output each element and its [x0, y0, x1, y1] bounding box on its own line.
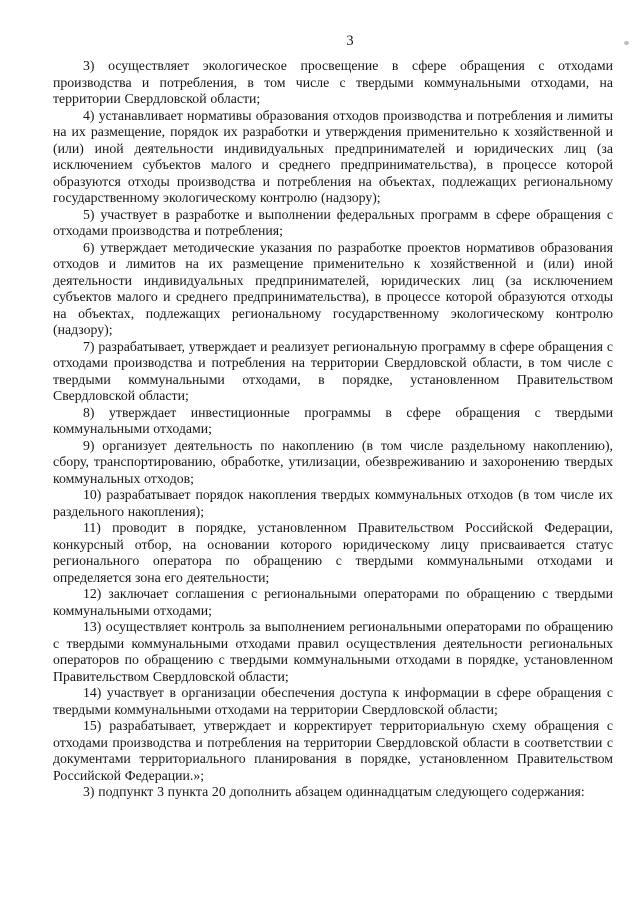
clause-7-regional-program: 7) разрабатывает, утверждает и реализует региональную программу в сфере обращения с отходами производства и потребления на территории Свердловской области, в том числе с твердыми коммунальными отходами, в порядке, установленном Правительством Свердловской области; — [53, 338, 613, 403]
clause-14-info-access: 14) участвует в организации обеспечения доступа к информации в сфере обращения с твердыми коммунальными отходами на территории Свердловской области; — [53, 685, 613, 717]
clause-9-waste-handling: 9) организует деятельность по накоплению (в том числе раздельному накоплению), сбору, транспортированию, обработке, утилизации, обезвреживанию и захоронению твердых коммунальных отходов; — [53, 437, 613, 486]
page-number: 3 — [346, 33, 354, 49]
clause-13-operator-control: 13) осуществляет контроль за выполнением региональными операторами по обращению с твердыми коммунальными отходами правил осуществления деятельности региональных операторов по обращению с твердыми коммунальными отходами в порядке, установленном Правительством Свердловской области; — [53, 619, 613, 684]
clause-amendment-intro: 3) подпункт 3 пункта 20 дополнить абзацем одиннадцатым следующего содержания: — [83, 784, 585, 799]
clause-4-waste-norms: 4) устанавливает нормативы образования отходов производства и потребления и лимиты на их размещение, порядок их разработки и утверждения применительно к хозяйственной и (или) иной деятельности индивидуальных предпринимателей и юридических лиц (за исключением субъектов малого и среднего предпринимательства), в процессе которой образуются отходы производства и потребления на объектах, подлежащих региональному государственному экологическому контролю (надзору); — [53, 107, 613, 205]
clause-11-operator-selection: 11) проводит в порядке, установленном Правительством Российской Федерации, конкурсный отбор, на основании которого юридическому лицу присваивается статус регионального оператора по обращению с твердыми коммунальными отходами и определяется зона его деятельности; — [53, 520, 613, 585]
scan-artifact-dot — [624, 41, 629, 45]
clause-5-federal-programs: 5) участвует в разработке и выполнении федеральных программ в сфере обращения с отходами производства и потребления; — [53, 206, 613, 238]
clause-6-method-guidelines: 6) утверждает методические указания по разработке проектов нормативов образования отходов и лимитов на их размещение применительно к хозяйственной и (или) иной деятельности индивидуальных предпринимателей, юридических лиц (за исключением субъектов малого и среднего предпринимательства), в процессе которой образуются отходы на объектах, подлежащих региональному государственному экологическому контролю (надзору); — [53, 239, 613, 337]
clause-12-operator-agreements: 12) заключает соглашения с региональными операторами по обращению с твердыми коммунальными отходами; — [53, 586, 613, 618]
clause-15-territorial-scheme: 15) разрабатывает, утверждает и корректирует территориальную схему обращения с отходами производства и потребления на территории Свердловской области в соответствии с документами территориального планирования в порядке, установленном Правительством Российской Федерации.»; — [53, 718, 613, 783]
clause-3-eco-education: 3) осуществляет экологическое просвещение в сфере обращения с отходами производства и потребления, в том числе с твердыми коммунальными отходами, на территории Свердловской области; — [53, 58, 613, 106]
document-content — [53, 58, 613, 801]
clause-8-investment-programs: 8) утверждает инвестиционные программы в сфере обращения с твердыми коммунальными отходами; — [53, 404, 613, 436]
clause-10-accumulation-order: 10) разрабатывает порядок накопления твердых коммунальных отходов (в том числе их раздельного накопления); — [53, 487, 613, 519]
